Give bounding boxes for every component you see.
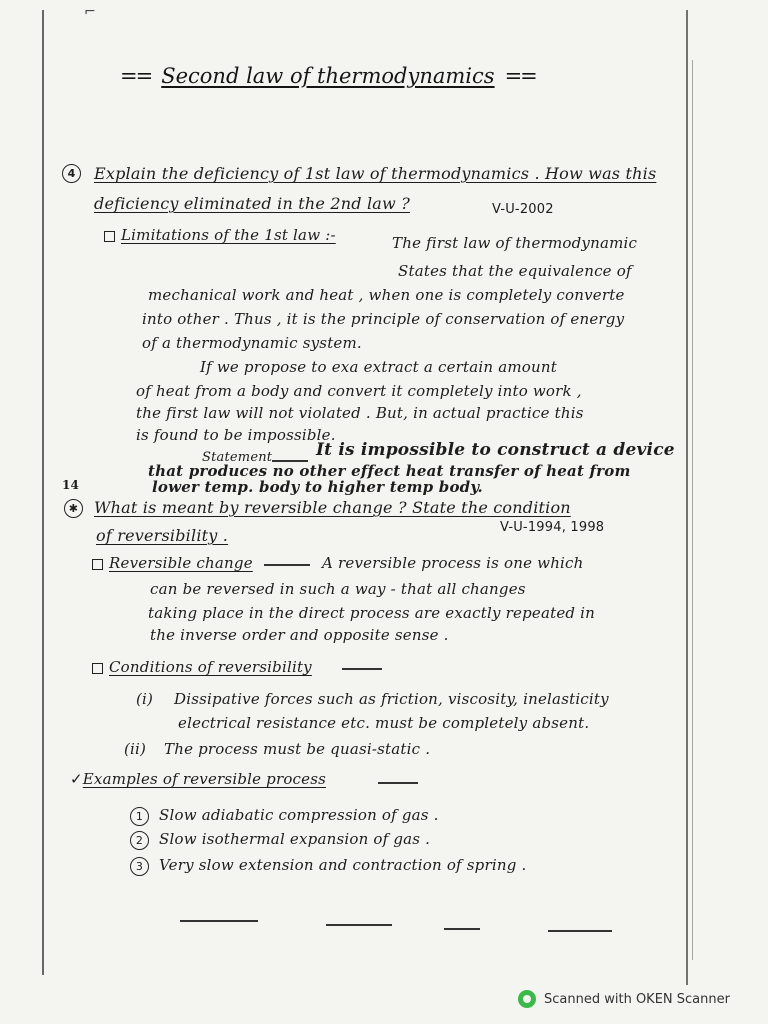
examples-row: ✓Examples of reversible process: [70, 770, 327, 788]
conditions-dash: [342, 668, 382, 670]
bottom-rule-2: [326, 924, 392, 926]
bottom-rule-4: [548, 930, 612, 932]
oken-scanner-logo-icon: [518, 990, 536, 1008]
question-2-marker-icon: ✱: [64, 499, 83, 518]
checkbox-icon: [92, 559, 103, 570]
question-2-marker: [64, 498, 93, 518]
question-1-number: 4: [62, 162, 91, 183]
condition-1-line1: Dissipative forces such as friction, viscosity, inelasticity: [174, 690, 609, 708]
condition-2-line1: The process must be quasi-static .: [164, 740, 431, 758]
reversible-line3: taking place in the direct process are exactly repeated in: [148, 604, 596, 622]
example-3: 3 Very slow extension and contraction of spring .: [130, 856, 526, 876]
reversible-line4: the inverse order and opposite sense .: [150, 626, 449, 644]
corner-scribble-icon: ⌐: [84, 4, 96, 20]
question-1-line2: deficiency eliminated in the 2nd law ?: [94, 194, 410, 213]
limitations-text-4: into other . Thus , it is the principle of conservation of energy: [142, 310, 625, 328]
checkmark-icon: ✓: [70, 770, 83, 788]
statement-line2: that produces no other effect heat transfer of heat from: [148, 462, 631, 480]
conditions-row: Conditions of reversibility: [92, 658, 312, 676]
scanner-watermark: [518, 990, 730, 1008]
question-2-number: 14: [62, 478, 80, 492]
limitations-row: Limitations of the 1st law :-: [104, 226, 336, 244]
condition-2-number: (ii): [124, 740, 147, 758]
example-1: 1 Slow adiabatic compression of gas .: [130, 806, 439, 826]
reversible-line2: can be reversed in such a way - that all changes: [150, 580, 526, 598]
limitations-text-3: mechanical work and heat , when one is completely converte: [148, 286, 625, 304]
page-title: == Second law of thermodynamics ==: [120, 64, 536, 88]
statement-label: Statement: [202, 450, 273, 465]
paragraph-2-line2: of heat from a body and convert it completely into work ,: [136, 382, 582, 400]
paragraph-2-line4: is found to be impossible.: [136, 426, 336, 444]
bottom-rule-3: [444, 928, 480, 930]
scanner-label: Scanned with OKEN Scanner: [544, 991, 730, 1007]
reversible-line1: A reversible process is one which: [322, 554, 584, 572]
right-margin-line-secondary: [692, 60, 693, 960]
right-margin-line: [686, 10, 688, 985]
statement-line3: lower temp. body to higher temp body.: [152, 478, 483, 496]
reversible-row: Reversible change: [92, 554, 253, 572]
checkbox-icon: [104, 231, 115, 242]
question-1-reference: V-U-2002: [492, 202, 554, 217]
question-2-line2: of reversibility .: [96, 526, 229, 545]
limitations-text-5: of a thermodynamic system.: [142, 334, 362, 352]
question-2-line1: What is meant by reversible change ? State the condition: [94, 498, 571, 517]
left-margin-line: [42, 10, 44, 975]
condition-1-line2: electrical resistance etc. must be completely absent.: [178, 714, 590, 732]
paragraph-2-line1: If we propose to exa extract a certain amount: [200, 358, 557, 376]
limitations-text-1: The first law of thermodynamic: [392, 234, 638, 252]
statement-line1: It is impossible to construct a device: [316, 440, 675, 460]
question-2-reference: V-U-1994, 1998: [500, 520, 605, 535]
reversible-dash: [264, 564, 310, 566]
example-2: 2 Slow isothermal expansion of gas .: [130, 830, 430, 850]
checkbox-icon: [92, 663, 103, 674]
condition-1-number: (i): [136, 690, 154, 708]
examples-dash: [378, 782, 418, 784]
limitations-text-2: States that the equivalence of: [398, 262, 632, 280]
question-1-line1: Explain the deficiency of 1st law of thermodynamics . How was this: [94, 164, 657, 183]
bottom-rule-1: [180, 920, 258, 922]
paragraph-2-line3: the first law will not violated . But, in actual practice this: [136, 404, 584, 422]
